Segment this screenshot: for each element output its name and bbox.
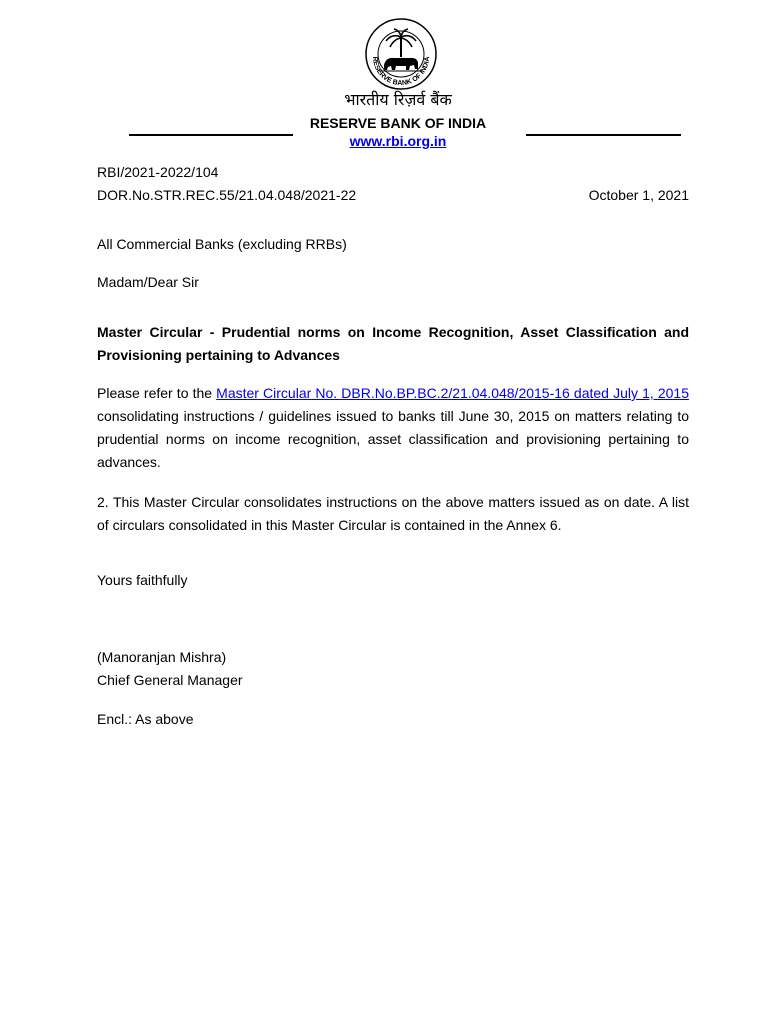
enclosure: Encl.: As above (97, 711, 194, 727)
subject: Master Circular - Prudential norms on Income Recognition, Asset Classification and Provisioning pertaining to Advances (97, 324, 689, 363)
hindi-bank-name: भारतीय रिज़र्व बैंक (344, 90, 452, 109)
letterhead-rule-left (129, 134, 293, 136)
dor-reference: DOR.No.STR.REC.55/21.04.048/2021-22 (97, 187, 357, 203)
rbi-seal-logo (364, 17, 438, 91)
circular-number: RBI/2021-2022/104 (97, 164, 219, 180)
signatory-designation: Chief General Manager (97, 672, 243, 688)
seal-text: RESERVE BANK OF INDIA (370, 56, 432, 88)
paragraph-1 (97, 382, 689, 474)
website-link[interactable] (298, 132, 498, 150)
circular-date: October 1, 2021 (588, 187, 689, 203)
paragraph-1-prefix: Please refer to the (97, 385, 217, 401)
letterhead-rule-right (526, 134, 681, 136)
english-bank-name: RESERVE BANK OF INDIA (309, 115, 487, 131)
paragraph-2: 2. This Master Circular consolidates instructions on the above matters issued as on date. A list of circulars consolidated in this Master Circular is contained in the Annex 6. (97, 494, 689, 533)
website-link-text[interactable]: www.rbi.org.in (349, 133, 447, 149)
master-circular-link[interactable]: Master Circular No. DBR.No.BP.BC.2/21.04.048/2015-16 dated July 1, 2015 (216, 385, 689, 401)
paragraph-1-suffix: consolidating instructions / guidelines issued to banks till June 30, 2015 on matters relating to prudential norms on income recognition, asset classification and provisioning pertaining to advances. (97, 408, 689, 470)
closing: Yours faithfully (97, 572, 188, 588)
salutation: Madam/Dear Sir (97, 274, 199, 290)
addressee: All Commercial Banks (excluding RRBs) (97, 236, 347, 252)
signatory-name: (Manoranjan Mishra) (97, 649, 227, 665)
